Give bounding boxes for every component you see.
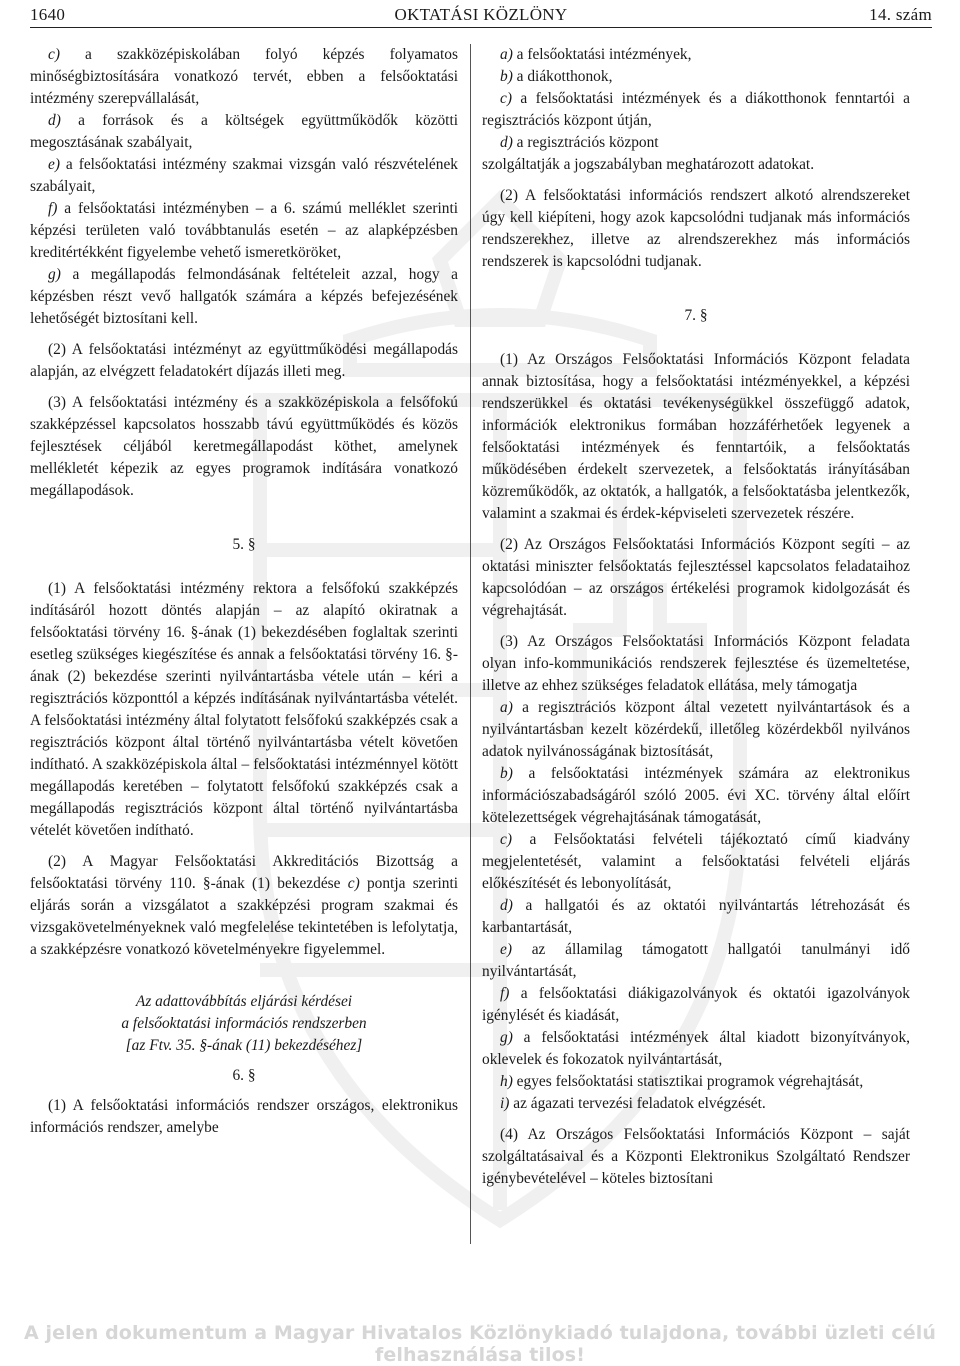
list-item: b) a felsőoktatási intézmények számára az elektronikus információszabadságáról szóló 2005. évi XC. törvény által előírt kötelezettségek végrehajtásának támogatását,	[482, 765, 910, 826]
paragraph: c) a szakközépiskolában folyó képzés folyamatos minőségbiztosítására vonatkozó tervét, ebben a felsőoktatási intézmény szerepvállalását,	[30, 46, 458, 107]
issue-number: 14. szám	[869, 5, 932, 24]
subsection-title: Az adattovábbítás eljárási kérdései a felsőoktatási információs rendszerben [az Ftv. 35. §-ának (11) bekezdéséhez]	[121, 993, 367, 1054]
paragraph: (3) A felsőoktatási intézmény és a szakközépiskola a felsőfokú szakképzéssel kapcsolatos hosszabb távú együttműködés és közös fejlesztések céljából keretmegállapodást köthet, amelynek mellékletét képezik az egyes programok indítására vonatkozó megállapodások.	[30, 394, 458, 499]
paragraph: e) a felsőoktatási intézmény szakmai vizsgán való részvételének szabályait,	[30, 156, 458, 195]
paragraph: (4) Az Országos Felsőoktatási Információs Központ – saját szolgáltatásaival és a Központi Elektronikus Szolgáltató Rendszer igénybevételével – köteles biztosítani	[482, 1126, 910, 1187]
paragraph: f) a felsőoktatási intézményben – a 6. számú melléklet szerinti képzési területen való továbbtanulás esetén – az alapképzésben kreditértékként figyelembe vehető ismeretköröket,	[30, 200, 458, 261]
list-item: d) a regisztrációs központ	[500, 134, 659, 151]
column-divider	[470, 44, 471, 1244]
paragraph: d) a források és a költségek együttműködők közötti megosztásának szabályait,	[30, 112, 458, 151]
paragraph: szolgáltatják a jogszabályban meghatározott adatokat.	[482, 156, 815, 173]
paragraph: (1) Az Országos Felsőoktatási Információs Központ feladata annak biztosítása, hogy a felsőoktatási intézményekkel, a képzési rendszerükkel és oktatási tevékenységükkel összefüggő adatok, információk elektronikus formában hozzáférhetőek legyenek a felsőoktatási intézmények és fenntartóik, a felsőoktatás működésében érdekelt szervezetek, a felsőoktatás irányításában közreműködők, az oktatók, a hallgatók, a felsőoktatásba jelentkezők, valamint a szakmai és érdek-képviseleti szervezetek részére.	[482, 351, 910, 522]
section-heading: 7. §	[684, 307, 708, 324]
left-column	[30, 44, 458, 1139]
section-heading: 6. §	[232, 1067, 256, 1084]
list-item: a) a regisztrációs központ által vezetett nyilvántartások és a nyilvántartásban kezelt közérdekű, illetőleg közérdekből nyilvános adatok nyilvánosságának biztosítását,	[482, 699, 910, 760]
list-item: c) a felsőoktatási intézmények és a diákotthonok fenntartói a regisztrációs központ útján,	[482, 90, 910, 129]
page-header	[30, 4, 932, 26]
page-number: 1640	[30, 5, 66, 24]
paragraph: (1) A felsőoktatási információs rendszer országos, elektronikus információs rendszer, amelybe	[30, 1097, 458, 1136]
ownership-notice: A jelen dokumentum a Magyar Hivatalos Közlönykiadó tulajdona, további üzleti célú felhasználása tilos!	[24, 1322, 936, 1366]
paragraph: g) a megállapodás felmondásának feltételeit azzal, hogy a képzésben részt vevő hallgatók számára a képzés befejezésének lehetőségét biztosítani kell.	[30, 266, 458, 327]
header-rule	[30, 27, 932, 28]
paragraph: (2) A felsőoktatási intézményt az együttműködési megállapodás alapján, az elvégzett feladatokért díjazás illeti meg.	[30, 341, 458, 380]
list-item: i) az ágazati tervezési feladatok elvégzését.	[500, 1095, 766, 1112]
paragraph: (2) Az Országos Felsőoktatási Információs Központ segíti – az oktatási miniszter felsőoktatás fejlesztéssel kapcsolatos feladataihoz kapcsolódóan – az országos értékelési programok kidolgozását és végrehajtását.	[482, 536, 910, 619]
list-item: g) a felsőoktatási intézmények által kiadott bizonyítványok, oklevelek és fokozatok nyilvántartását,	[482, 1029, 910, 1068]
paragraph: (2) A Magyar Felsőoktatási Akkreditációs Bizottság a felsőoktatási törvény 110. §-ának (1) bekezdése c) pontja szerinti eljárás során a vizsgálatot a szakképzési program szakmai és vizsgakövetelményeknek való megfelelése tekintetében is lefolytatja, a szakképzésre vonatkozó követelményekre figyelemmel.	[30, 853, 458, 958]
list-item: f) a felsőoktatási diákigazolványok és oktatói igazolványok igénylését és kiadását,	[482, 985, 910, 1024]
list-item: h) egyes felsőoktatási statisztikai programok végrehajtását,	[500, 1073, 864, 1090]
list-item: d) a hallgatói és az oktatói nyilvántartás létrehozását és karbantartását,	[482, 897, 910, 936]
section-heading: 5. §	[232, 536, 256, 553]
paragraph: (1) A felsőoktatási intézmény rektora a felsőfokú szakképzés indításáról hozott döntés alapján – az alapító okiratnak a felsőoktatási törvény 16. §-ának (1) bekezdésében foglaltak szerinti esetleg szükséges kiegészítése és annak a felsőoktatási törvény 16. §-ának (2) bekezdése szerinti nyilvántartásba vétele után – kéri a regisztrációs központtól a képzés indításának nyilvántartásba vételét. A felsőoktatási intézmény által folytatott felsőfokú szakképzés csak a regisztrációs központ által történő nyilvántartásba vételt követően indítható. A szakközépiskola által – felsőoktatási intézménnyel kötött megállapodás keretében – folytatott felsőfokú szakképzés csak a megállapodás regisztrációs központ által történő nyilvántartásba vételét követően indítható.	[30, 580, 458, 839]
paragraph: (3) Az Országos Felsőoktatási Információs Központ feladata olyan info-kommunikációs rendszerek fejlesztése és üzemeltetése, illetve az ehhez szükséges feladatok ellátása, mely támogatja	[482, 633, 910, 694]
list-item: c) a Felsőoktatási felvételi tájékoztató című kiadvány megjelentetését, valamint a felsőoktatási felvételi eljárás előkészítését és lebonyolítását,	[482, 831, 910, 892]
right-column	[482, 44, 910, 1190]
list-item: e) az államilag támogatott hallgatói tanulmányi idő nyilvántartását,	[482, 941, 910, 980]
paragraph: (2) A felsőoktatási információs rendszert alkotó alrendszereket úgy kell kiépíteni, hogy azok kapcsolódni tudjanak más információs rendszerekhez, illetve az alrendszerekhez más információs rendszerek is kapcsolódni tudjanak.	[482, 187, 910, 270]
list-item: a) a felsőoktatási intézmények,	[500, 46, 692, 63]
list-item: b) a diákotthonok,	[500, 68, 613, 85]
journal-title: OKTATÁSI KÖZLÖNY	[394, 5, 568, 24]
